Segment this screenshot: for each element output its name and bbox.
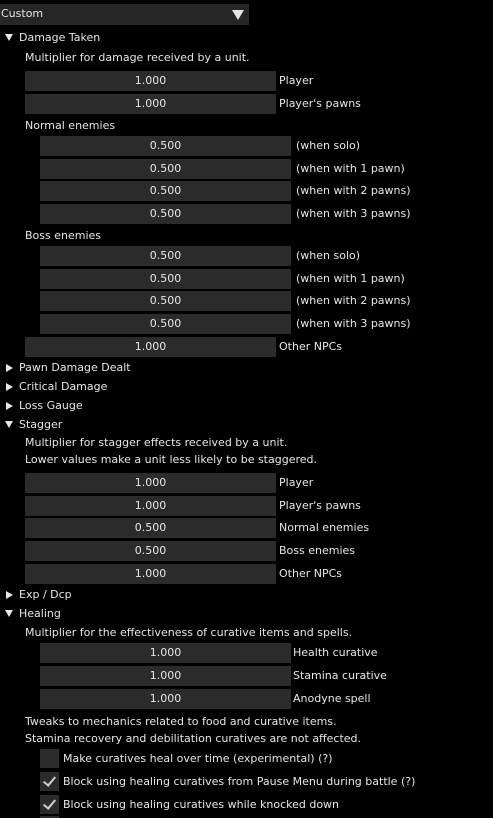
- boss-1pawn-input[interactable]: 0.500: [40, 269, 291, 289]
- healing-title: Healing: [19, 607, 61, 620]
- boss-solo-input[interactable]: 0.500: [40, 246, 291, 266]
- normal-1pawn-input[interactable]: 0.500: [40, 159, 291, 179]
- healing-description: Multiplier for the effectiveness of curative items and spells.: [25, 626, 353, 639]
- pawn-damage-dealt-header[interactable]: [5, 361, 131, 375]
- stagger-normal-input[interactable]: 0.500: [25, 518, 276, 538]
- stagger-player-input[interactable]: 1.000: [25, 473, 276, 493]
- damage-taken-title: Damage Taken: [19, 31, 101, 44]
- stagger-boss-label: Boss enemies: [279, 544, 356, 557]
- exp-dcp-title: Exp / Dcp: [19, 588, 72, 601]
- normal-3pawns-input[interactable]: 0.500: [40, 204, 291, 224]
- normal-solo-input[interactable]: 0.500: [40, 136, 291, 156]
- block-knocked-down-label: Block using healing curatives while knocked down: [63, 798, 340, 811]
- chevron-down-icon[interactable]: [229, 7, 247, 23]
- boss-1pawn-label: (when with 1 pawn): [296, 272, 405, 285]
- stamina-curative-label: Stamina curative: [293, 669, 387, 682]
- stagger-player-label: Player: [279, 476, 314, 489]
- normal-2pawns-label: (when with 2 pawns): [296, 184, 411, 197]
- stamina-curative-input[interactable]: 1.000: [40, 666, 291, 686]
- exp-dcp-header[interactable]: [5, 588, 72, 602]
- critical-damage-title: Critical Damage: [19, 380, 108, 393]
- healing-tweaks-description-1: Tweaks to mechanics related to food and curative items.: [25, 715, 337, 728]
- critical-damage-header[interactable]: [5, 380, 107, 394]
- boss-solo-label: (when solo): [296, 249, 361, 262]
- boss-3pawns-input[interactable]: 0.500: [40, 314, 291, 334]
- preset-value: Custom: [1, 7, 44, 20]
- damage-player-input[interactable]: 1.000: [25, 71, 276, 91]
- block-pause-menu-label: Block using healing curatives from Pause Menu during battle (?): [63, 775, 416, 788]
- stagger-boss-input[interactable]: 0.500: [25, 541, 276, 561]
- stagger-other-input[interactable]: 1.000: [25, 564, 276, 584]
- boss-enemies-heading: Boss enemies: [25, 229, 102, 242]
- anodyne-spell-label: Anodyne spell: [293, 692, 371, 705]
- stagger-pawns-label: Player's pawns: [279, 499, 361, 512]
- damage-taken-header[interactable]: [5, 31, 100, 45]
- stagger-other-label: Other NPCs: [279, 567, 343, 580]
- normal-1pawn-label: (when with 1 pawn): [296, 162, 405, 175]
- damage-pawns-input[interactable]: 1.000: [25, 94, 276, 114]
- heal-over-time-checkbox[interactable]: [40, 749, 59, 768]
- preset-dropdown[interactable]: [0, 4, 249, 25]
- heal-over-time-label: Make curatives heal over time (experimental) (?): [63, 752, 333, 765]
- health-curative-input[interactable]: 1.000: [40, 643, 291, 663]
- loss-gauge-title: Loss Gauge: [19, 399, 83, 412]
- boss-2pawns-label: (when with 2 pawns): [296, 294, 411, 307]
- damage-player-label: Player: [279, 74, 314, 87]
- normal-2pawns-input[interactable]: 0.500: [40, 181, 291, 201]
- stagger-title: Stagger: [19, 418, 63, 431]
- anodyne-spell-input[interactable]: 1.000: [40, 689, 291, 709]
- block-pause-menu-checkbox[interactable]: [40, 772, 59, 791]
- stagger-normal-label: Normal enemies: [279, 521, 370, 534]
- damage-taken-description: Multiplier for damage received by a unit.: [25, 51, 250, 64]
- stagger-header[interactable]: [5, 418, 62, 432]
- healing-header[interactable]: [5, 607, 61, 621]
- pawn-damage-dealt-title: Pawn Damage Dealt: [19, 361, 131, 374]
- boss-2pawns-input[interactable]: 0.500: [40, 291, 291, 311]
- stagger-description-1: Multiplier for stagger effects received by a unit.: [25, 436, 288, 449]
- normal-enemies-heading: Normal enemies: [25, 119, 116, 132]
- healing-tweaks-description-2: Stamina recovery and debilitation curatives are not affected.: [25, 732, 362, 745]
- stagger-description-2: Lower values make a unit less likely to be staggered.: [25, 453, 317, 466]
- stagger-pawns-input[interactable]: 1.000: [25, 496, 276, 516]
- damage-pawns-label: Player's pawns: [279, 97, 361, 110]
- damage-other-npcs-label: Other NPCs: [279, 340, 343, 353]
- block-knocked-down-checkbox[interactable]: [40, 795, 59, 814]
- normal-3pawns-label: (when with 3 pawns): [296, 207, 411, 220]
- loss-gauge-header[interactable]: [5, 399, 83, 413]
- health-curative-label: Health curative: [293, 646, 378, 659]
- normal-solo-label: (when solo): [296, 139, 361, 152]
- boss-3pawns-label: (when with 3 pawns): [296, 317, 411, 330]
- damage-other-npcs-input[interactable]: 1.000: [25, 337, 276, 357]
